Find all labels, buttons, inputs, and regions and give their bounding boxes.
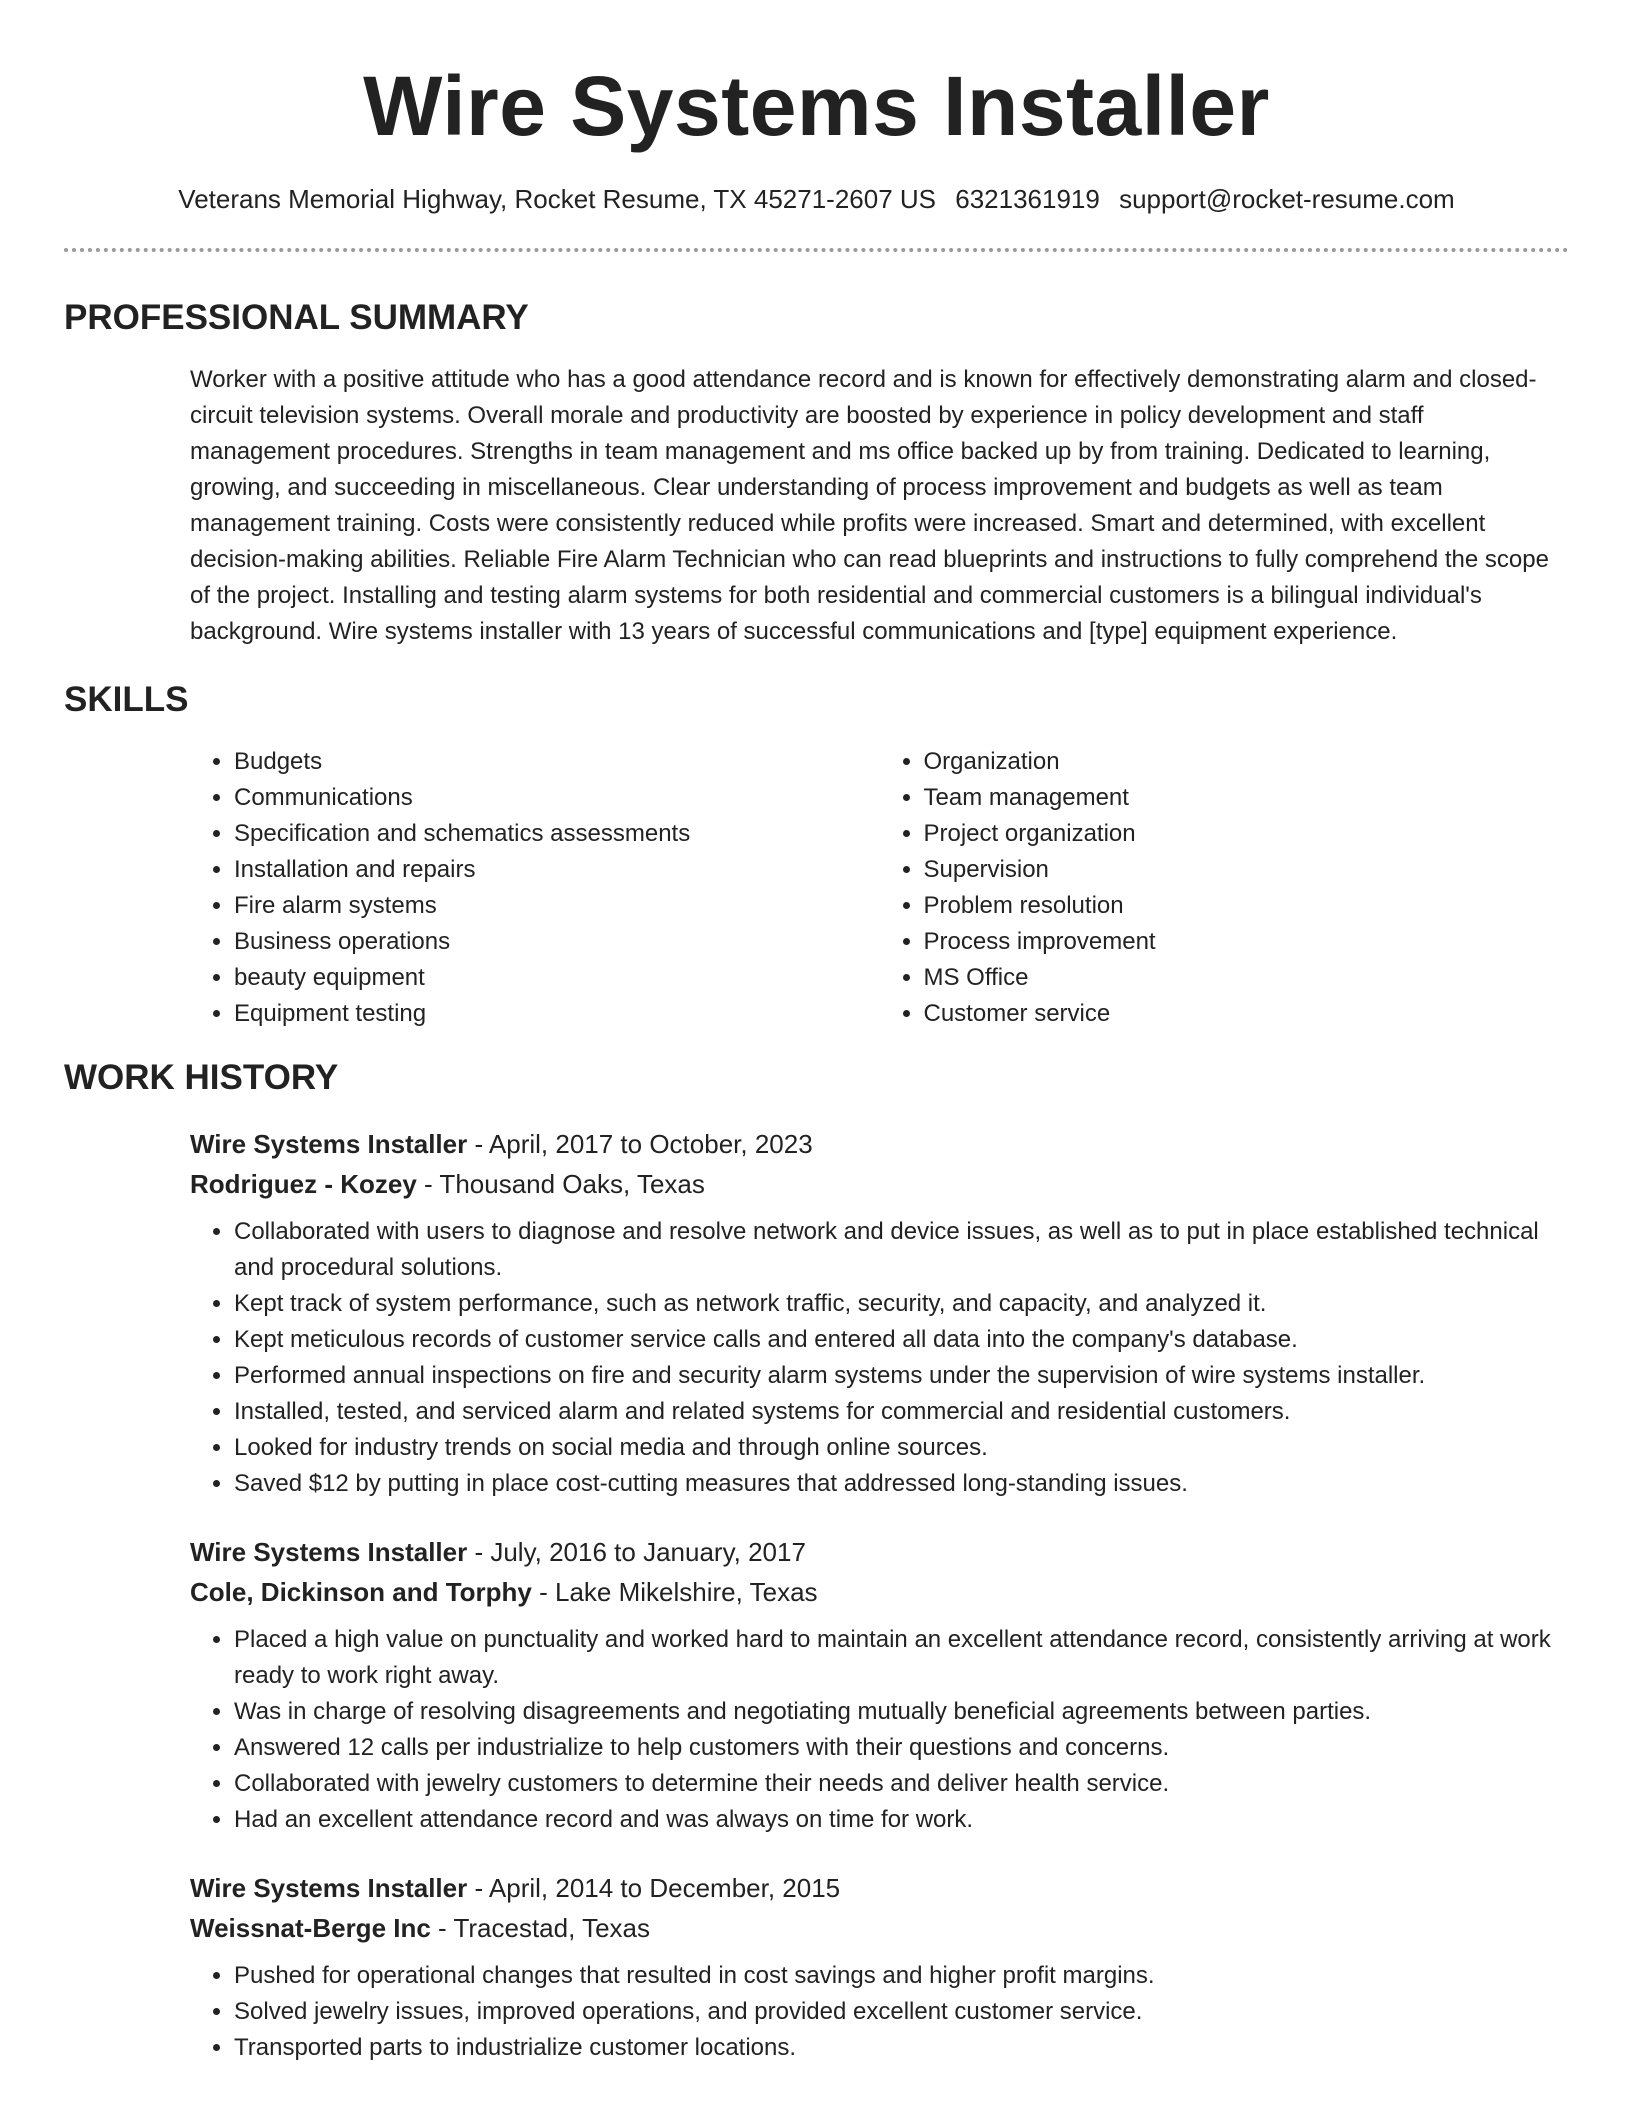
skills-heading: SKILLS bbox=[64, 680, 189, 719]
job-title-line bbox=[190, 1124, 1569, 1164]
skill-item: • Installation and repairs bbox=[234, 852, 880, 888]
job-bullet: • Kept meticulous records of customer service calls and entered all data into the company's database. bbox=[234, 1322, 1569, 1358]
job-bullet: • Answered 12 calls per industrialize to help customers with their questions and concerns. bbox=[234, 1730, 1569, 1766]
job-bullet-list bbox=[190, 1622, 1569, 1838]
summary-text: Worker with a positive attitude who has a good attendance record and is known for effectively demonstrating alarm and closed-circuit television systems. Overall morale and productivity are boosted by experience in policy development and staff management procedures. Strengths in team management and ms office backed up by from training. Dedicated to learning, growing, and succeeding in miscellaneous. Clear understanding of process improvement and budgets as well as team management training. Costs were consistently reduced while profits were increased. Smart and determined, with excellent decision-making abilities. Reliable Fire Alarm Technician who can read blueprints and instructions to fully comprehend the scope of the project. Installing and testing alarm systems for both residential and commercial customers is a bilingual individual's background. Wire systems installer with 13 years of successful communications and [type] equipment experience. bbox=[190, 366, 1549, 645]
job-bullet-list bbox=[190, 1958, 1569, 2066]
job-bullet: • Had an excellent attendance record and was always on time for work. bbox=[234, 1802, 1569, 1838]
job-bullet: • Installed, tested, and serviced alarm and related systems for commercial and residential customers. bbox=[234, 1394, 1569, 1430]
job-bullet: • Solved jewelry issues, improved operations, and provided excellent customer service. bbox=[234, 1994, 1569, 2030]
job-title-line bbox=[190, 1532, 1569, 1572]
skill-item: • Project organization bbox=[924, 816, 1570, 852]
skill-item: • Supervision bbox=[924, 852, 1570, 888]
skills-list-right bbox=[880, 744, 1570, 1032]
job-role: Wire Systems Installer bbox=[190, 1873, 468, 1903]
contact-address: Veterans Memorial Highway, Rocket Resume, TX 45271-2607 US bbox=[178, 184, 937, 214]
skill-item: • Customer service bbox=[924, 996, 1570, 1032]
job-bullet: • Pushed for operational changes that resulted in cost savings and higher profit margins. bbox=[234, 1958, 1569, 1994]
skill-item: • Fire alarm systems bbox=[234, 888, 880, 924]
job-location: - Tracestad, Texas bbox=[430, 1913, 650, 1943]
job-location: - Thousand Oaks, Texas bbox=[416, 1169, 705, 1199]
header-divider bbox=[64, 248, 1569, 252]
job-bullet: • Saved $12 by putting in place cost-cutting measures that addressed long-standing issues. bbox=[234, 1466, 1569, 1502]
job-entry bbox=[190, 1124, 1569, 1502]
job-bullet: • Performed annual inspections on fire and security alarm systems under the supervision of wire systems installer. bbox=[234, 1358, 1569, 1394]
job-company-line bbox=[190, 1908, 1569, 1948]
job-bullet: • Placed a high value on punctuality and worked hard to maintain an excellent attendance record, consistently arriving at work ready to work right away. bbox=[234, 1622, 1569, 1694]
skills-grid bbox=[190, 744, 1569, 1032]
job-bullet: • Collaborated with users to diagnose and resolve network and device issues, as well as to put in place established technical and procedural solutions. bbox=[234, 1214, 1569, 1286]
job-company: Cole, Dickinson and Torphy bbox=[190, 1577, 532, 1607]
job-company-line bbox=[190, 1572, 1569, 1612]
job-bullet-list bbox=[190, 1214, 1569, 1502]
skill-item: • Team management bbox=[924, 780, 1570, 816]
job-company-line bbox=[190, 1164, 1569, 1204]
resume-page bbox=[64, 0, 1569, 2066]
job-bullet: • Looked for industry trends on social media and through online sources. bbox=[234, 1430, 1569, 1466]
skill-item: • Communications bbox=[234, 780, 880, 816]
work-history-heading: WORK HISTORY bbox=[64, 1058, 339, 1097]
job-bullet: • Transported parts to industrialize customer locations. bbox=[234, 2030, 1569, 2066]
skill-item: • beauty equipment bbox=[234, 960, 880, 996]
summary-heading: PROFESSIONAL SUMMARY bbox=[64, 298, 529, 337]
contact-email: support@rocket-resume.com bbox=[1119, 184, 1455, 214]
job-role: Wire Systems Installer bbox=[190, 1537, 468, 1567]
contact-line bbox=[64, 182, 1569, 216]
job-location: - Lake Mikelshire, Texas bbox=[531, 1577, 818, 1607]
job-bullet: • Collaborated with jewelry customers to determine their needs and deliver health service. bbox=[234, 1766, 1569, 1802]
contact-phone: 6321361919 bbox=[955, 184, 1100, 214]
skill-item: • Process improvement bbox=[924, 924, 1570, 960]
job-dates: - April, 2017 to October, 2023 bbox=[467, 1129, 813, 1159]
job-company: Rodriguez - Kozey bbox=[190, 1169, 417, 1199]
skill-item: • Budgets bbox=[234, 744, 880, 780]
skill-item: • Problem resolution bbox=[924, 888, 1570, 924]
job-entry bbox=[190, 1868, 1569, 2066]
job-dates: - July, 2016 to January, 2017 bbox=[467, 1537, 806, 1567]
job-bullet: • Was in charge of resolving disagreements and negotiating mutually beneficial agreements between parties. bbox=[234, 1694, 1569, 1730]
job-bullet: • Kept track of system performance, such as network traffic, security, and capacity, and analyzed it. bbox=[234, 1286, 1569, 1322]
skill-item: • Equipment testing bbox=[234, 996, 880, 1032]
resume-name: Wire Systems Installer bbox=[363, 59, 1270, 153]
job-title-line bbox=[190, 1868, 1569, 1908]
job-entry bbox=[190, 1532, 1569, 1838]
skills-list-left bbox=[190, 744, 880, 1032]
skill-item: • MS Office bbox=[924, 960, 1570, 996]
skill-item: • Specification and schematics assessments bbox=[234, 816, 880, 852]
job-company: Weissnat-Berge Inc bbox=[190, 1913, 431, 1943]
skill-item: • Business operations bbox=[234, 924, 880, 960]
job-dates: - April, 2014 to December, 2015 bbox=[467, 1873, 841, 1903]
skill-item: • Organization bbox=[924, 744, 1570, 780]
job-role: Wire Systems Installer bbox=[190, 1129, 468, 1159]
